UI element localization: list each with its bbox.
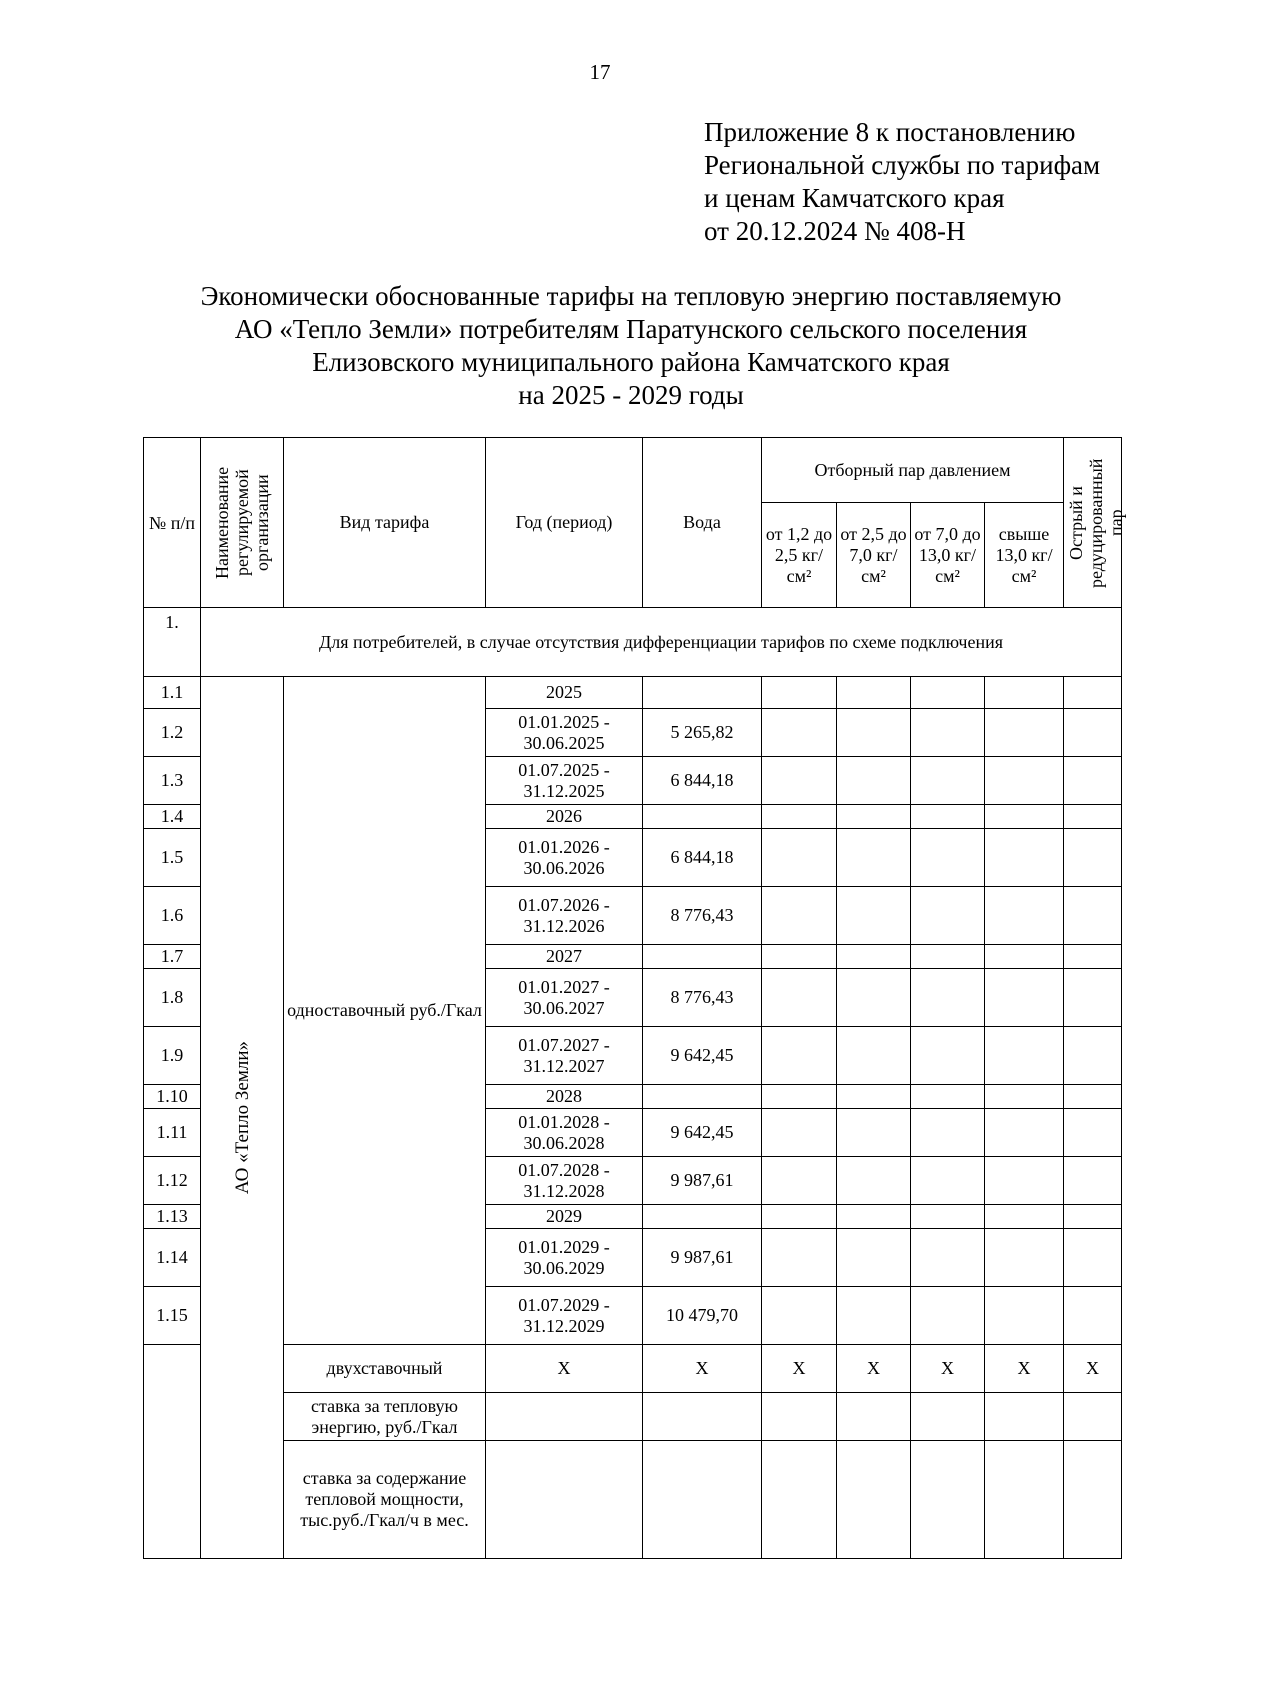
empty-cell bbox=[762, 677, 837, 709]
page-number: 17 bbox=[589, 60, 611, 84]
row-water: 9 642,45 bbox=[643, 1027, 762, 1085]
empty-cell bbox=[762, 1393, 837, 1441]
empty-cell bbox=[911, 1393, 985, 1441]
empty-cell bbox=[762, 757, 837, 805]
row-num: 1.11 bbox=[144, 1109, 201, 1157]
header-steam-group: Отборный пар давлением bbox=[762, 438, 1064, 503]
row-num: 1.13 bbox=[144, 1205, 201, 1229]
row-period: 01.07.2026 - 31.12.2026 bbox=[486, 887, 643, 945]
empty-cell bbox=[985, 1229, 1064, 1287]
empty-cell bbox=[911, 709, 985, 757]
header-period: Год (период) bbox=[486, 438, 643, 608]
header-p1: от 1,2 до 2,5 кг/см² bbox=[762, 503, 837, 608]
empty-cell bbox=[837, 887, 911, 945]
empty-cell bbox=[762, 1287, 837, 1345]
empty-cell bbox=[762, 887, 837, 945]
section-title: Для потребителей, в случае отсутствия дифференциации тарифов по схеме подключения bbox=[201, 608, 1122, 677]
empty-cell bbox=[837, 1393, 911, 1441]
empty-cell bbox=[762, 1205, 837, 1229]
empty-cell bbox=[985, 677, 1064, 709]
empty-cell bbox=[837, 1157, 911, 1205]
empty-cell bbox=[1064, 969, 1122, 1027]
empty-cell bbox=[1064, 1229, 1122, 1287]
x-mark: Х bbox=[837, 1345, 911, 1393]
empty-cell bbox=[911, 887, 985, 945]
org-cell bbox=[201, 677, 284, 1559]
empty-cell bbox=[1064, 1287, 1122, 1345]
row-num: 1.6 bbox=[144, 887, 201, 945]
row-num: 1.5 bbox=[144, 829, 201, 887]
empty-cell bbox=[762, 1109, 837, 1157]
row-water bbox=[643, 1085, 762, 1109]
row-num: 1.14 bbox=[144, 1229, 201, 1287]
row-water: 5 265,82 bbox=[643, 709, 762, 757]
empty-cell bbox=[837, 969, 911, 1027]
empty-cell bbox=[911, 805, 985, 829]
header-num: № п/п bbox=[144, 438, 201, 608]
header-org bbox=[201, 438, 284, 608]
row-water: 6 844,18 bbox=[643, 757, 762, 805]
empty-cell bbox=[762, 1027, 837, 1085]
empty-cell bbox=[911, 829, 985, 887]
title-line: АО «Тепло Земли» потребителям Паратунского сельского поселения bbox=[234, 314, 1028, 344]
empty-cell bbox=[1064, 1157, 1122, 1205]
empty-cell bbox=[837, 757, 911, 805]
two-rate-label: двухставочный bbox=[284, 1345, 486, 1393]
title-line: Экономически обоснованные тарифы на тепловую энергию поставляемую bbox=[200, 281, 1062, 311]
capacity-rate-row bbox=[144, 1441, 1122, 1559]
empty-cell bbox=[1064, 1441, 1122, 1559]
capacity-rate-label: ставка за содержание тепловой мощности, тыс.руб./Гкал/ч в мес. bbox=[284, 1441, 486, 1559]
row-period: 01.07.2029 - 31.12.2029 bbox=[486, 1287, 643, 1345]
empty-cell bbox=[837, 1085, 911, 1109]
empty-cell bbox=[837, 1441, 911, 1559]
empty-cell bbox=[985, 1109, 1064, 1157]
two-rate-row bbox=[144, 1345, 1122, 1393]
header-sharp-steam bbox=[1064, 438, 1127, 608]
empty-cell bbox=[837, 1287, 911, 1345]
appendix-line: от 20.12.2024 № 408-Н bbox=[704, 216, 966, 246]
empty-cell bbox=[1064, 1205, 1122, 1229]
empty-cell bbox=[1064, 1393, 1122, 1441]
empty-cell bbox=[911, 1205, 985, 1229]
table-row bbox=[144, 677, 1122, 709]
row-water bbox=[643, 945, 762, 969]
empty-cell bbox=[911, 945, 985, 969]
empty-cell bbox=[911, 1157, 985, 1205]
empty-cell bbox=[837, 829, 911, 887]
empty-cell bbox=[1064, 887, 1122, 945]
row-period: 01.07.2027 - 31.12.2027 bbox=[486, 1027, 643, 1085]
row-period: 2028 bbox=[486, 1085, 643, 1109]
row-water: 6 844,18 bbox=[643, 829, 762, 887]
header-sharp-text: Острый и редуцированный пар bbox=[1066, 457, 1127, 588]
empty-cell bbox=[1064, 1085, 1122, 1109]
header-p2: от 2,5 до 7,0 кг/см² bbox=[837, 503, 911, 608]
row-water: 10 479,70 bbox=[643, 1287, 762, 1345]
empty-cell bbox=[1064, 1109, 1122, 1157]
empty-cell bbox=[486, 1441, 643, 1559]
empty-cell bbox=[837, 805, 911, 829]
empty-cell bbox=[1064, 709, 1122, 757]
empty-cell bbox=[837, 709, 911, 757]
empty-cell bbox=[837, 1027, 911, 1085]
row-water: 9 987,61 bbox=[643, 1229, 762, 1287]
empty-cell bbox=[911, 757, 985, 805]
row-num: 1.9 bbox=[144, 1027, 201, 1085]
document-title bbox=[0, 280, 1262, 412]
empty-cell bbox=[762, 969, 837, 1027]
empty-cell bbox=[985, 1085, 1064, 1109]
row-num: 1.7 bbox=[144, 945, 201, 969]
empty-cell bbox=[985, 829, 1064, 887]
row-water bbox=[643, 805, 762, 829]
empty-cell bbox=[985, 805, 1064, 829]
org-name: АО «Тепло Земли» bbox=[231, 1040, 253, 1195]
row-water: 9 642,45 bbox=[643, 1109, 762, 1157]
x-mark: Х bbox=[762, 1345, 837, 1393]
empty-cell bbox=[985, 887, 1064, 945]
empty-cell bbox=[1064, 1027, 1122, 1085]
row-water bbox=[643, 1205, 762, 1229]
row-num: 1.2 bbox=[144, 709, 201, 757]
empty-cell bbox=[1064, 805, 1122, 829]
empty-cell bbox=[985, 1441, 1064, 1559]
title-line: Елизовского муниципального района Камчатского края bbox=[312, 347, 950, 377]
empty-cell bbox=[911, 1085, 985, 1109]
empty-cell bbox=[985, 969, 1064, 1027]
row-num: 1.12 bbox=[144, 1157, 201, 1205]
row-period: 2025 bbox=[486, 677, 643, 709]
title-line: на 2025 - 2029 годы bbox=[518, 380, 744, 410]
row-period: 2029 bbox=[486, 1205, 643, 1229]
row-period: 2027 bbox=[486, 945, 643, 969]
row-water: 9 987,61 bbox=[643, 1157, 762, 1205]
empty-cell bbox=[762, 709, 837, 757]
row-water bbox=[643, 677, 762, 709]
empty-cell bbox=[762, 945, 837, 969]
tariffs-table bbox=[143, 437, 1127, 1559]
appendix-line: Региональной службы по тарифам bbox=[704, 150, 1101, 180]
empty-cell bbox=[911, 1441, 985, 1559]
empty-cell bbox=[911, 1109, 985, 1157]
row-num: 1.10 bbox=[144, 1085, 201, 1109]
empty-cell bbox=[762, 1229, 837, 1287]
header-p3: от 7,0 до 13,0 кг/см² bbox=[911, 503, 985, 608]
empty-cell bbox=[762, 1441, 837, 1559]
empty-cell bbox=[762, 805, 837, 829]
appendix-line: Приложение 8 к постановлению bbox=[704, 117, 1076, 147]
empty-cell bbox=[985, 1205, 1064, 1229]
x-mark: Х bbox=[985, 1345, 1064, 1393]
empty-cell bbox=[837, 677, 911, 709]
empty-cell bbox=[985, 1393, 1064, 1441]
x-mark: Х bbox=[486, 1345, 643, 1393]
row-period: 2026 bbox=[486, 805, 643, 829]
empty-cell bbox=[762, 1085, 837, 1109]
row-num: 1.3 bbox=[144, 757, 201, 805]
row-num: 1.4 bbox=[144, 805, 201, 829]
empty-cell bbox=[837, 1205, 911, 1229]
empty-cell bbox=[985, 709, 1064, 757]
row-num: 1.8 bbox=[144, 969, 201, 1027]
empty-cell bbox=[985, 945, 1064, 969]
single-rate-cell: одноставочный руб./Гкал bbox=[284, 677, 486, 1345]
empty-cell bbox=[762, 1157, 837, 1205]
x-mark: Х bbox=[643, 1345, 762, 1393]
empty-cell bbox=[1064, 677, 1122, 709]
energy-rate-label: ставка за тепловую энергию, руб./Гкал bbox=[284, 1393, 486, 1441]
energy-rate-row bbox=[144, 1393, 1122, 1441]
empty-cell bbox=[486, 1393, 643, 1441]
empty-cell bbox=[985, 1157, 1064, 1205]
empty-cell bbox=[837, 1229, 911, 1287]
empty-cell bbox=[911, 677, 985, 709]
empty-cell bbox=[837, 945, 911, 969]
header-water: Вода bbox=[643, 438, 762, 608]
empty-cell bbox=[837, 1109, 911, 1157]
empty-cell bbox=[985, 1287, 1064, 1345]
empty-cell bbox=[911, 1287, 985, 1345]
empty-cell bbox=[762, 829, 837, 887]
empty-cell bbox=[985, 757, 1064, 805]
empty-cell bbox=[643, 1441, 762, 1559]
section-num: 1. bbox=[144, 608, 201, 677]
empty-cell bbox=[911, 1027, 985, 1085]
x-mark: Х bbox=[1064, 1345, 1122, 1393]
row-num: 1.1 bbox=[144, 677, 201, 709]
row-water: 8 776,43 bbox=[643, 969, 762, 1027]
empty-cell bbox=[1064, 945, 1122, 969]
row-period: 01.01.2029 - 30.06.2029 bbox=[486, 1229, 643, 1287]
empty-cell bbox=[1064, 829, 1122, 887]
header-p4: свыше 13,0 кг/см² bbox=[985, 503, 1064, 608]
row-period: 01.07.2025 - 31.12.2025 bbox=[486, 757, 643, 805]
header-org-text: Наименование регулируемой организации bbox=[212, 466, 272, 579]
appendix-block bbox=[704, 116, 1100, 248]
row-period: 01.01.2028 - 30.06.2028 bbox=[486, 1109, 643, 1157]
empty-cell bbox=[911, 969, 985, 1027]
row-period: 01.01.2026 - 30.06.2026 bbox=[486, 829, 643, 887]
row-num: 1.15 bbox=[144, 1287, 201, 1345]
row-period: 01.01.2027 - 30.06.2027 bbox=[486, 969, 643, 1027]
empty-cell bbox=[911, 1229, 985, 1287]
empty-cell bbox=[1064, 757, 1122, 805]
header-tariff-type: Вид тарифа bbox=[284, 438, 486, 608]
empty-num-cell bbox=[144, 1345, 201, 1559]
row-water: 8 776,43 bbox=[643, 887, 762, 945]
empty-cell bbox=[985, 1027, 1064, 1085]
row-period: 01.01.2025 - 30.06.2025 bbox=[486, 709, 643, 757]
x-mark: Х bbox=[911, 1345, 985, 1393]
appendix-line: и ценам Камчатского края bbox=[704, 183, 1005, 213]
empty-cell bbox=[643, 1393, 762, 1441]
row-period: 01.07.2028 - 31.12.2028 bbox=[486, 1157, 643, 1205]
